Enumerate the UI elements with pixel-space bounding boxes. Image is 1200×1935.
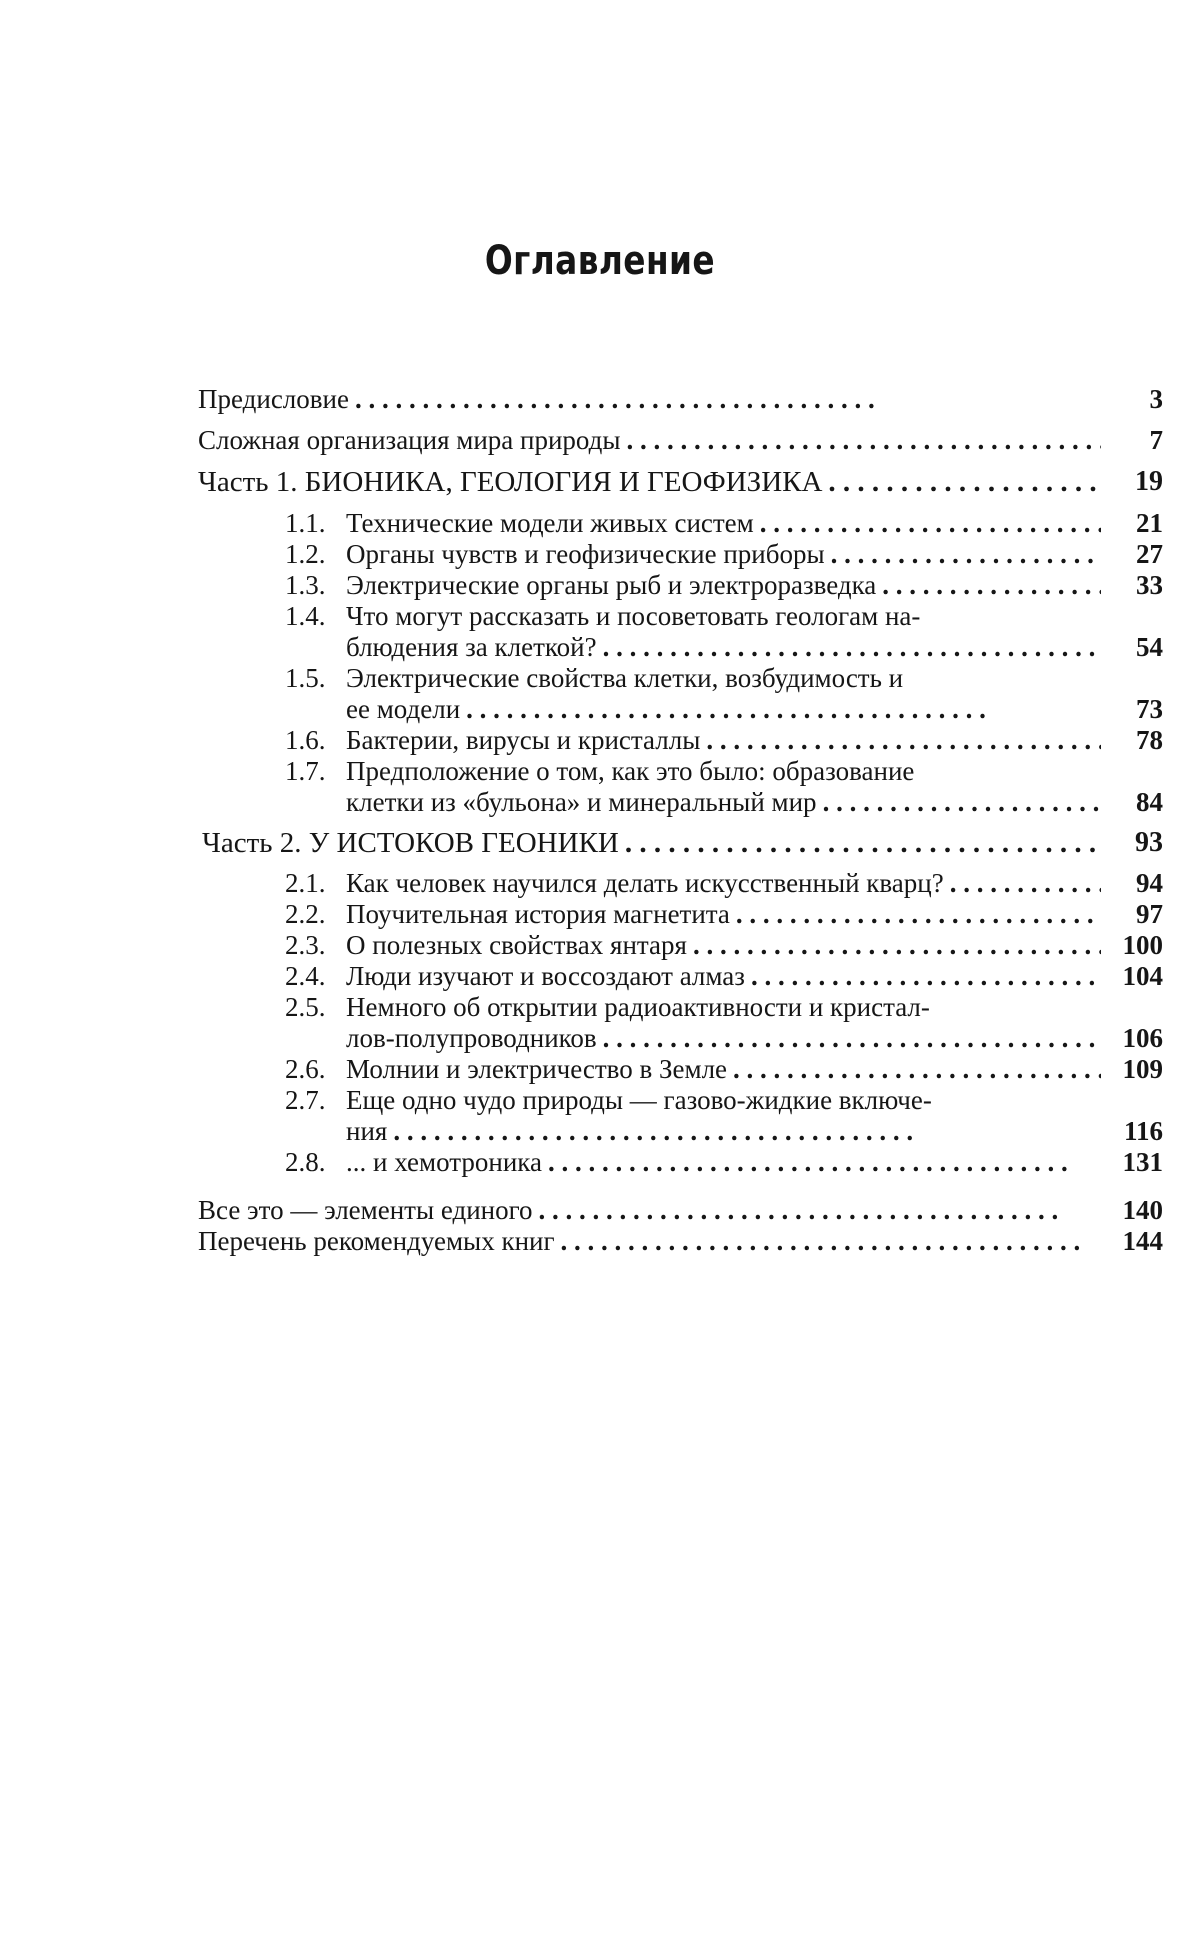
page-title: Оглавление <box>484 238 716 284</box>
toc-entry-title: Органы чувств и геофизические приборы <box>346 539 825 569</box>
toc-entry-title: Электрические органы рыб и электроразведка <box>346 570 877 600</box>
toc-entry-title: Предположение о том, как это было: образование <box>346 756 915 786</box>
toc-entry[interactable] <box>285 1054 1101 1084</box>
toc-entry-title: Еще одно чудо природы — газово-жидкие включе- <box>346 1085 932 1115</box>
dot-leader <box>542 1147 1101 1177</box>
toc-entry-number: 2.7. <box>285 1085 326 1115</box>
toc-entry-number: 2.6. <box>285 1054 326 1084</box>
toc-entry-continuation[interactable] <box>346 694 1101 724</box>
toc-page-number[interactable]: 140 <box>1122 1195 1163 1225</box>
toc-entry-number: 2.2. <box>285 899 326 929</box>
toc-entry-title: ния <box>346 1116 388 1146</box>
toc-entry[interactable] <box>285 1147 1101 1177</box>
toc-entry-number: 2.1. <box>285 868 326 898</box>
toc-entry[interactable] <box>198 1226 1101 1256</box>
toc-entry[interactable] <box>285 663 1101 693</box>
toc-page-number[interactable]: 109 <box>1122 1054 1163 1084</box>
toc-page-number[interactable]: 97 <box>1136 899 1163 929</box>
dot-leader <box>730 899 1101 929</box>
dot-leader <box>817 787 1101 817</box>
toc-entry-title: лов-полупроводников <box>346 1023 597 1053</box>
toc-entry-title: Электрические свойства клетки, возбудимость и <box>346 663 904 693</box>
toc-entry-title: ... и хемотроника <box>346 1147 542 1177</box>
toc-page-number[interactable]: 106 <box>1122 1023 1163 1053</box>
dot-leader <box>745 961 1101 991</box>
toc-entry-title: Часть 2. У ИСТОКОВ ГЕОНИКИ <box>202 828 619 858</box>
toc-entry[interactable] <box>285 725 1101 755</box>
toc-page-number[interactable]: 93 <box>1135 827 1163 858</box>
toc-entry-title: Немного об открытии радиоактивности и кристал- <box>346 992 930 1022</box>
toc-entry[interactable] <box>285 539 1101 569</box>
toc-entry-number: 2.3. <box>285 930 326 960</box>
toc-entry[interactable] <box>198 384 1101 414</box>
toc-page-number[interactable]: 94 <box>1136 868 1163 898</box>
toc-entry-title: клетки из «бульона» и минеральный мир <box>346 787 817 817</box>
dot-leader <box>555 1226 1101 1256</box>
toc-entry[interactable] <box>285 930 1101 960</box>
toc-entry[interactable] <box>285 992 1101 1022</box>
toc-entry-title: Сложная организация мира природы <box>198 425 621 455</box>
toc-entry-title: Что могут рассказать и посоветовать геологам на- <box>346 601 921 631</box>
dot-leader <box>597 632 1101 662</box>
toc-entry[interactable] <box>285 756 1101 786</box>
toc-entry-title: Как человек научился делать искусственный кварц? <box>346 868 944 898</box>
dot-leader <box>533 1195 1101 1225</box>
dot-leader <box>822 467 1101 497</box>
toc-entry-title: Бактерии, вирусы и кристаллы <box>346 725 701 755</box>
toc-page-number[interactable]: 144 <box>1122 1226 1163 1256</box>
toc-page-number[interactable]: 84 <box>1136 787 1163 817</box>
toc-entry-title: Молнии и электричество в Земле <box>346 1054 728 1084</box>
toc-entry-number: 1.2. <box>285 539 326 569</box>
dot-leader <box>687 930 1101 960</box>
toc-page-number[interactable]: 73 <box>1136 694 1163 724</box>
dot-leader <box>619 828 1101 858</box>
dot-leader <box>387 1116 1101 1146</box>
dot-leader <box>944 868 1101 898</box>
toc-page-number[interactable]: 104 <box>1122 961 1163 991</box>
toc-page-number[interactable]: 27 <box>1136 539 1163 569</box>
toc-entry-title: ее модели <box>346 694 461 724</box>
toc-page-number[interactable]: 7 <box>1149 425 1163 455</box>
toc-entry-number: 1.7. <box>285 756 326 786</box>
toc-entry[interactable] <box>285 508 1101 538</box>
dot-leader <box>727 1054 1101 1084</box>
toc-entry-title: Предисловие <box>198 384 349 414</box>
toc-entry[interactable] <box>198 1195 1101 1225</box>
toc-entry-number: 1.1. <box>285 508 326 538</box>
dot-leader <box>349 384 1101 414</box>
toc-entry-title: блюдения за клеткой? <box>346 632 597 662</box>
toc-entry-continuation[interactable] <box>346 632 1101 662</box>
toc-entry-number: 2.5. <box>285 992 326 1022</box>
toc-page-number[interactable]: 116 <box>1123 1116 1163 1146</box>
toc-entry-number: 1.5. <box>285 663 326 693</box>
toc-entry-title: Люди изучают и воссоздают алмаз <box>346 961 745 991</box>
toc-entry[interactable] <box>285 899 1101 929</box>
dot-leader <box>825 539 1101 569</box>
toc-entry[interactable] <box>198 425 1101 455</box>
dot-leader <box>700 725 1101 755</box>
toc-page-number[interactable]: 78 <box>1136 725 1163 755</box>
toc-entry[interactable] <box>202 828 1101 858</box>
toc-page-number[interactable]: 54 <box>1136 632 1163 662</box>
toc-entry[interactable] <box>285 961 1101 991</box>
toc-entry-continuation[interactable] <box>346 1023 1101 1053</box>
toc-page-number[interactable]: 3 <box>1149 384 1163 414</box>
toc-entry-continuation[interactable] <box>346 787 1101 817</box>
toc-page-number[interactable]: 131 <box>1122 1147 1163 1177</box>
dot-leader <box>754 508 1101 538</box>
toc-entry-continuation[interactable] <box>346 1116 1101 1146</box>
toc-entry-title: Технические модели живых систем <box>346 508 754 538</box>
toc-entry[interactable] <box>285 570 1101 600</box>
toc-entry-title: О полезных свойствах янтаря <box>346 930 687 960</box>
toc-entry-number: 2.8. <box>285 1147 326 1177</box>
toc-page-number[interactable]: 100 <box>1122 930 1163 960</box>
toc-entry[interactable] <box>285 868 1101 898</box>
dot-leader <box>876 570 1101 600</box>
toc-entry-number: 1.6. <box>285 725 326 755</box>
toc-entry-number: 2.4. <box>285 961 326 991</box>
toc-entry[interactable] <box>198 467 1101 497</box>
toc-entry[interactable] <box>285 1085 1101 1115</box>
toc-page-number[interactable]: 33 <box>1136 570 1163 600</box>
toc-entry-title: Поучительная история магнетита <box>346 899 730 929</box>
toc-entry[interactable] <box>285 601 1101 631</box>
dot-leader <box>597 1023 1101 1053</box>
toc-entry-title: Перечень рекомендуемых книг <box>198 1226 555 1256</box>
toc-entry-number: 1.4. <box>285 601 326 631</box>
toc-entry-number: 1.3. <box>285 570 326 600</box>
toc-page-number[interactable]: 19 <box>1135 466 1163 497</box>
toc-entry-title: Часть 1. БИОНИКА, ГЕОЛОГИЯ И ГЕОФИЗИКА <box>198 467 823 497</box>
dot-leader <box>460 694 1101 724</box>
dot-leader <box>621 425 1101 455</box>
toc-page-number[interactable]: 21 <box>1136 508 1163 538</box>
toc-entry-title: Все это — элементы единого <box>198 1195 533 1225</box>
